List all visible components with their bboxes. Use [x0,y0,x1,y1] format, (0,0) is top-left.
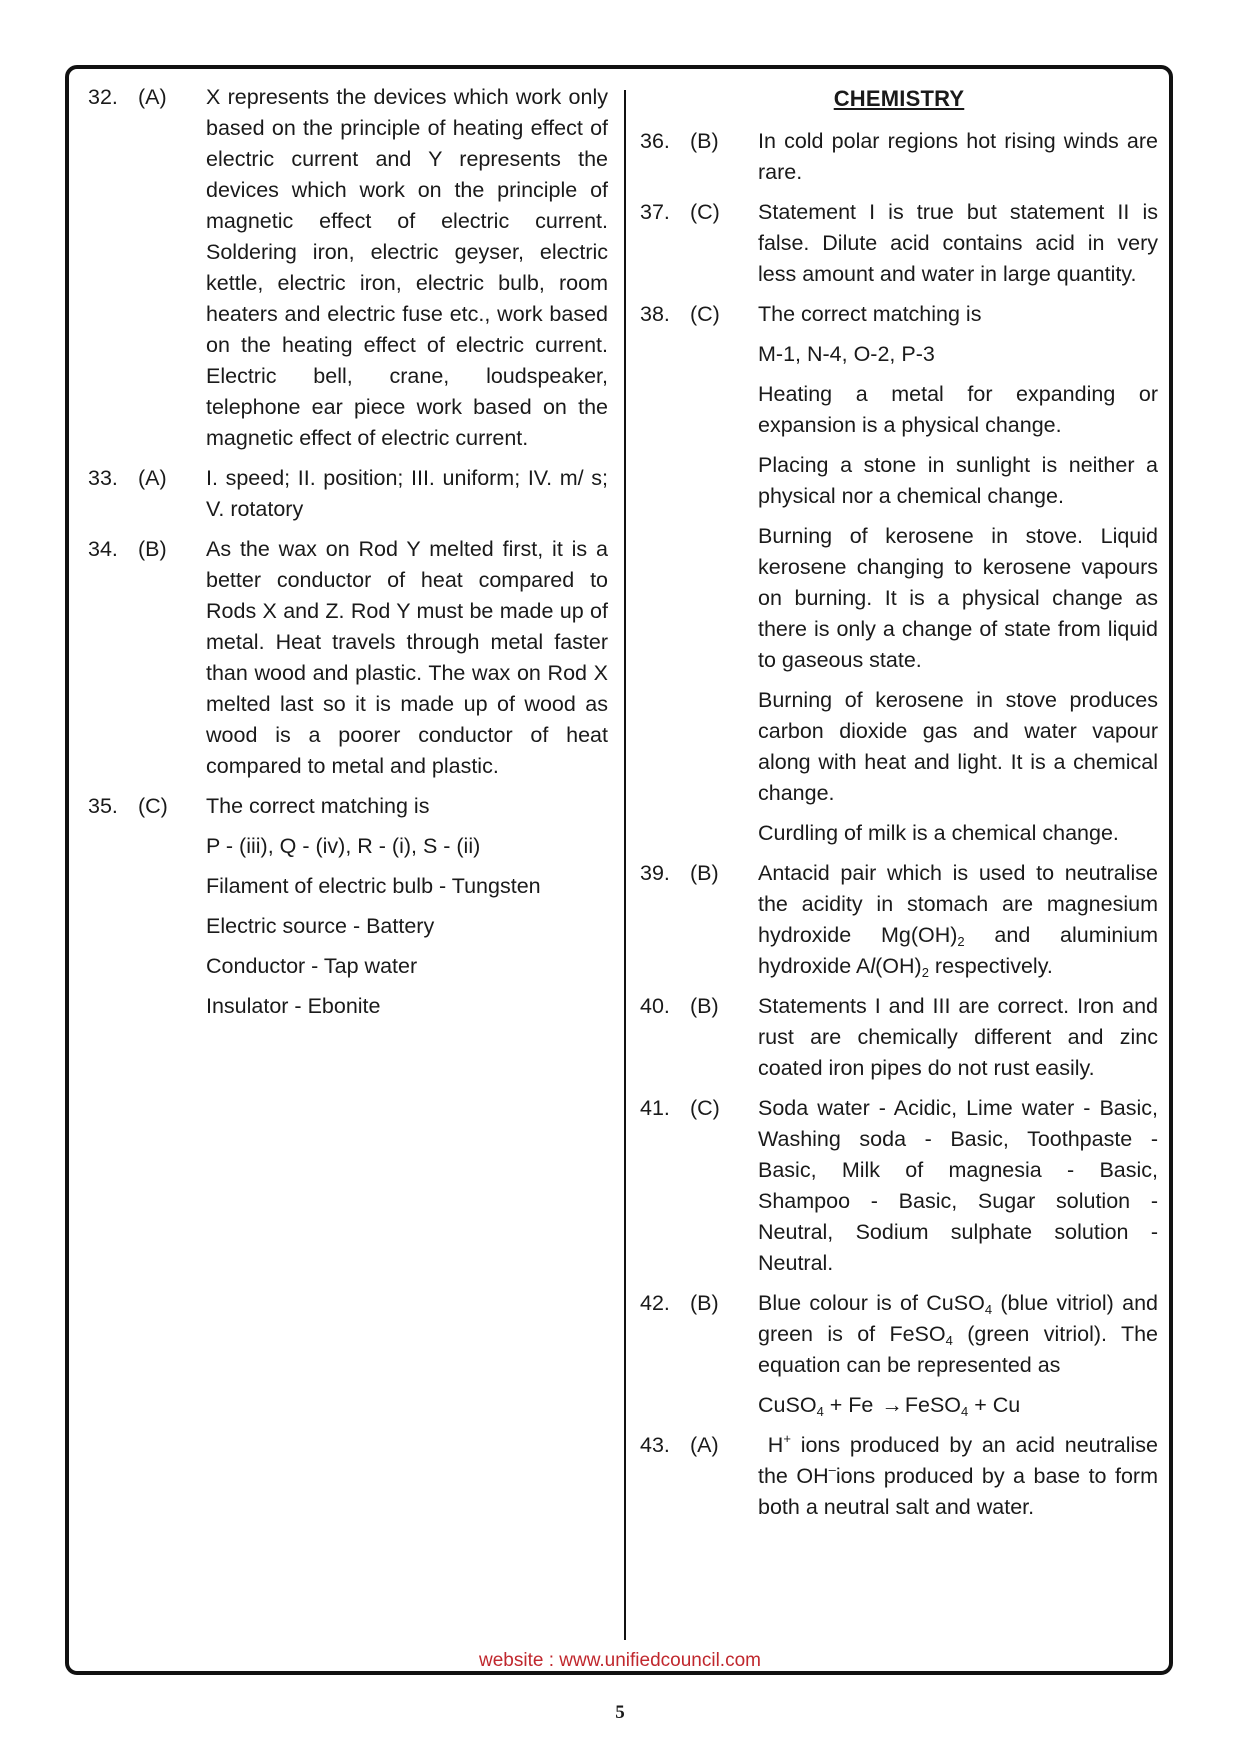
answer-text: I. speed; II. position; III. uniform; IV. m/ s; V. rotatory [206,466,608,521]
answer-text: The correct matching is [758,302,982,326]
answer-40: 40. (B) Statements I and III are correct. Iron and rust are chemically different and zinc coated iron pipes do not rust easily. [640,991,1158,1084]
answer-33: 33. (A) I. speed; II. position; III. uniform; IV. m/ s; V. rotatory [88,463,608,525]
answer-text: P - (iii), Q - (iv), R - (i), S - (ii) [206,834,481,858]
website-footer: website : www.unifiedcouncil.com [479,1650,761,1671]
answer-text: H+ ions produced by an acid neutralise the OH–ions produced by a base to form both a neutral salt and water. [758,1431,1158,1519]
answer-36: 36. (B) In cold polar regions hot rising winds are rare. [640,126,1158,188]
answer-text: Burning of kerosene in stove. Liquid kerosene changing to kerosene vapours on burning. It is a physical change as there is only a change of state from liquid to gaseous state. [758,524,1158,672]
answer-32: 32. (A) X represents the devices which work only based on the principle of heating effect of electric current and Y represents the devices which work on the principle of magnetic effect of electric current. Soldering iron, electric geyser, electric kettle, electric iron, electric bulb, room heaters and electric fuse etc., work based on the heating effect of electric current. Electric bell, crane, loudspeaker, telephone ear piece work based on the magnetic effect of electric current. [88,82,608,454]
answer-39: 39. (B) Antacid pair which is used to neutralise the acidity in stomach are magnesium hydroxide $Mg(OH)_2$ and aluminium hydroxide $Al(OH)_2$ respectively. [640,858,1158,982]
answer-text: As the wax on Rod Y melted first, it is a better conductor of heat compared to Rods X and Z. Rod Y must be made up of metal. Heat travels through metal faster than wood and plastic. The wax on Rod X melted last so it is made up of wood as wood is a poorer conductor of heat compared to metal and plastic. [206,537,608,778]
answer-text: The correct matching is [206,794,430,818]
chemical-equation: CuSO$_4$ + Fe →FeSO$_4$ + Cu [758,1390,1158,1421]
answer-text: M-1, N-4, O-2, P-3 [758,342,935,366]
answer-text: Insulator - Ebonite [206,994,381,1018]
answer-text: Burning of kerosene in stove produces carbon dioxide gas and water vapour along with heat and light. It is a chemical change. [758,688,1158,805]
right-column [640,82,1158,1532]
answer-text: In cold polar regions hot rising winds are rare. [758,129,1158,184]
column-divider [624,90,626,1640]
page-number: 5 [615,1702,625,1723]
answer-text: Blue colour is of CuSO$_4$ (blue vitriol) and green is of FeSO$_4$ (green vitriol). The equation can be represented as [758,1291,1158,1377]
answer-37: 37. (C) Statement I is true but statement II is false. Dilute acid contains acid in very less amount and water in large quantity. [640,197,1158,290]
left-column [88,82,608,1031]
answer-text: Conductor - Tap water [206,954,418,978]
answer-text: Curdling of milk is a chemical change. [758,821,1119,845]
answer-text: Electric source - Battery [206,914,435,938]
arrow-icon: → [881,1393,903,1417]
answer-38: 38. (C) The correct matching is M-1, N-4, O-2, P-3 Heating a metal for expanding or expansion is a physical change. Placing a stone in sunlight is neither a physical nor a chemical change. Burning of kerosene in stove. Liquid kerosene changing to kerosene vapours on burning. It is a physical change as there is only a change of state from liquid to gaseous state. Burning of kerosene in stove produces carbon dioxide gas and water vapour along with heat and light. It is a chemical change. Curdling of milk is a chemical change. [640,299,1158,849]
answer-42: 42. (B) Blue colour is of CuSO$_4$ (blue vitriol) and green is of FeSO$_4$ (green vitriol). The equation can be represented as CuSO$_4$ + Fe →FeSO$_4$ + Cu [640,1288,1158,1421]
answer-text: Statements I and III are correct. Iron and rust are chemically different and zinc coated iron pipes do not rust easily. [758,994,1158,1080]
answer-text: Statement I is true but statement II is false. Dilute acid contains acid in very less amount and water in large quantity. [758,200,1158,286]
answer-43: 43. (A) H+ ions produced by an acid neutralise the OH–ions produced by a base to form both a neutral salt and water. [640,1430,1158,1523]
answer-41: 41. (C) Soda water - Acidic, Lime water - Basic, Washing soda - Basic, Toothpaste - Basic, Milk of magnesia - Basic, Shampoo - Basic, Sugar solution - Neutral, Sodium sulphate solution - Neutral. [640,1093,1158,1279]
section-heading: CHEMISTRY [833,86,965,111]
answer-text: Soda water - Acidic, Lime water - Basic, Washing soda - Basic, Toothpaste - Basic, Milk of magnesia - Basic, Shampoo - Basic, Sugar solution - Neutral, Sodium sulphate solution - Neutral. [758,1096,1158,1275]
answer-text: Antacid pair which is used to neutralise the acidity in stomach are magnesium hydroxide $Mg(OH)_2$ and aluminium hydroxide $Al(OH)_2$ respectively. [758,861,1159,980]
answer-text: Filament of electric bulb - Tungsten [206,874,541,898]
answer-34: 34. (B) As the wax on Rod Y melted first, it is a better conductor of heat compared to Rods X and Z. Rod Y must be made up of metal. Heat travels through metal faster than wood and plastic. The wax on Rod X melted last so it is made up of wood as wood is a poorer conductor of heat compared to metal and plastic. [88,534,608,782]
answer-35: 35. (C) The correct matching is P - (iii), Q - (iv), R - (i), S - (ii) Filament of electric bulb - Tungsten Electric source - Battery Conductor - Tap water Insulator - Ebonite [88,791,608,1022]
answer-text: X represents the devices which work only based on the principle of heating effect of electric current and Y represents the devices which work on the principle of magnetic effect of electric current. Soldering iron, electric geyser, electric kettle, electric iron, electric bulb, room heaters and electric fuse etc., work based on the heating effect of electric current. Electric bell, crane, loudspeaker, telephone ear piece work based on the magnetic effect of electric current. [206,85,608,450]
answer-text: Heating a metal for expanding or expansion is a physical change. [758,382,1158,437]
answer-text: Placing a stone in sunlight is neither a physical nor a chemical change. [758,453,1158,508]
